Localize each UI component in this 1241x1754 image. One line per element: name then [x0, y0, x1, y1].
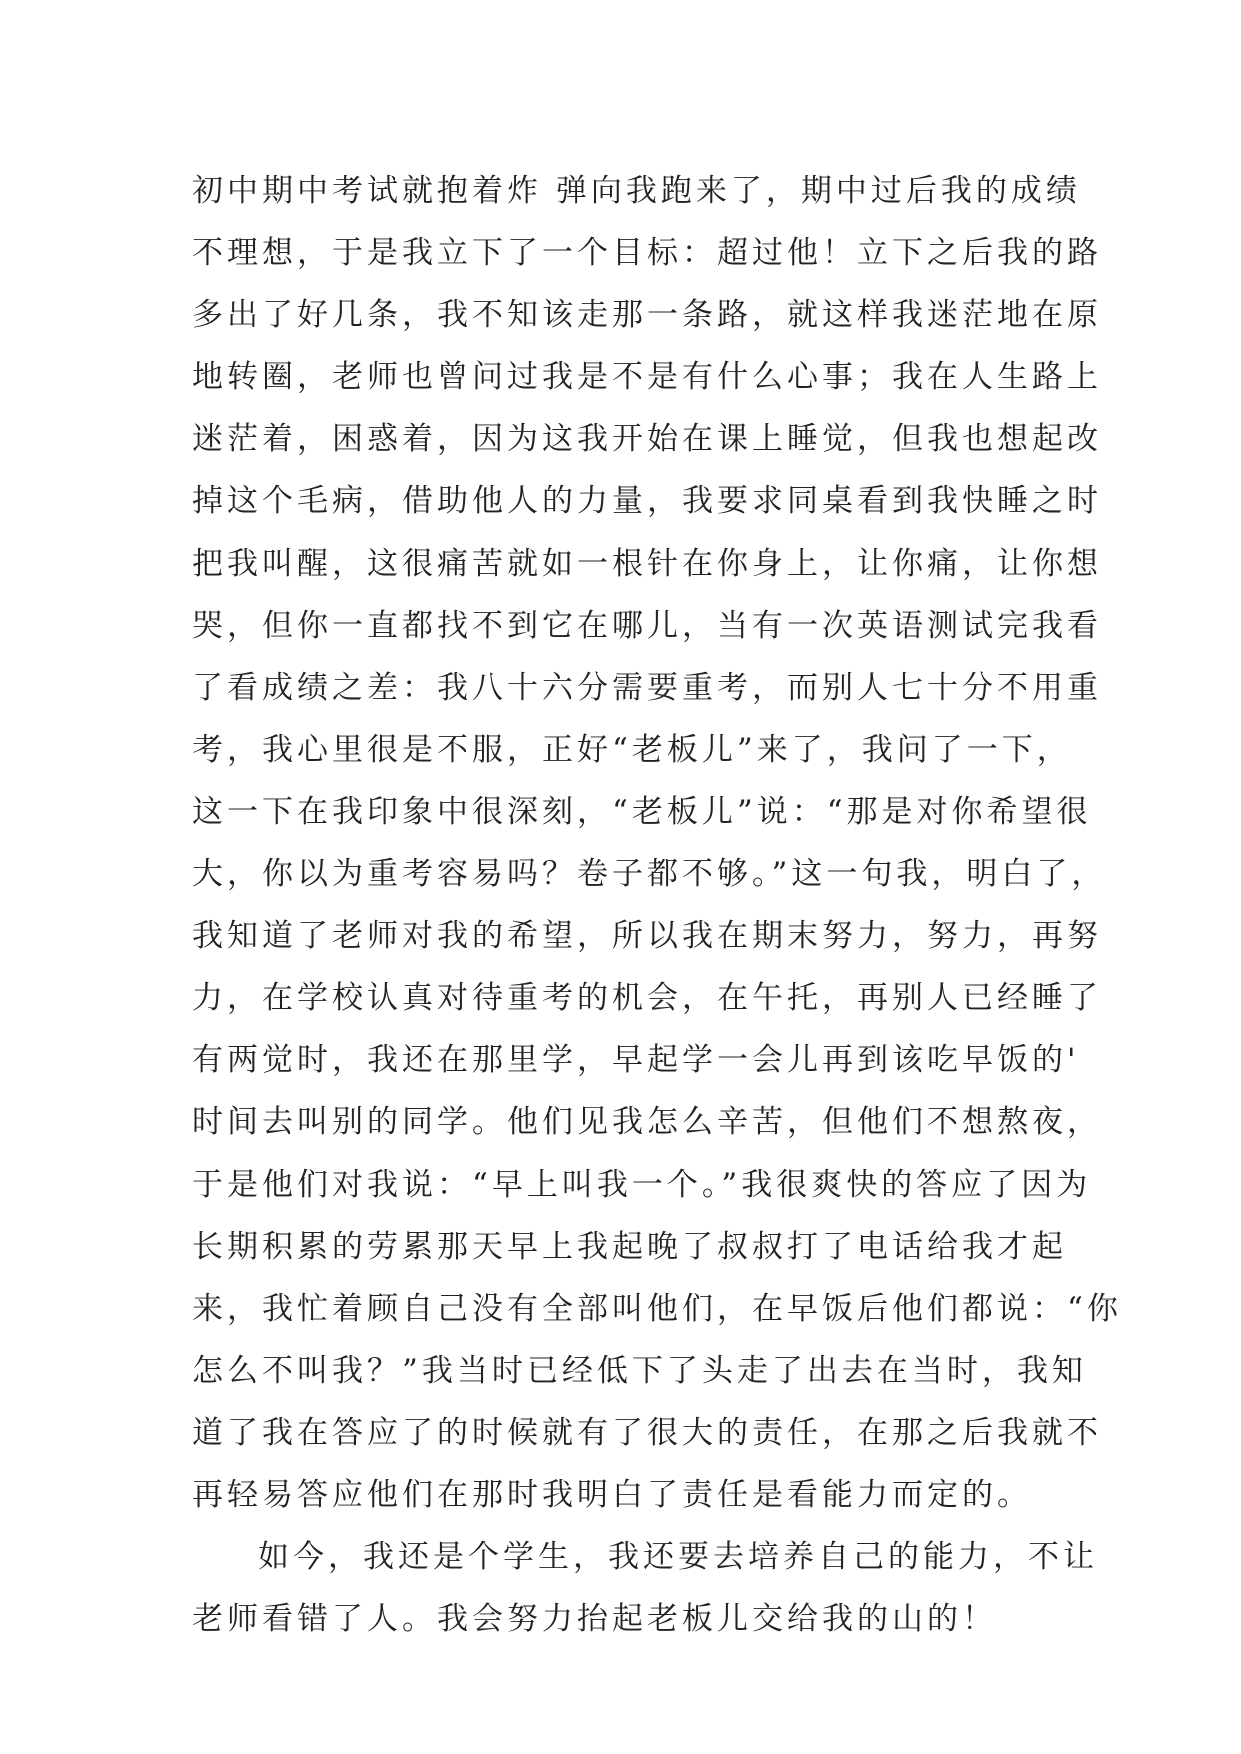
paragraph: [192, 160, 1122, 1526]
paragraph: [192, 1526, 1098, 1650]
text-line: 把我叫醒，这很痛苦就如一根针在你身上，让你痛，让你想: [192, 545, 1102, 582]
text-line: 初中期中考试就抱着炸 弹向我跑来了，期中过后我的成绩: [192, 173, 1081, 209]
text-line: 不理想，于是我立下了一个目标：超过他！立下之后我的路: [192, 235, 1102, 272]
text-line: 力，在学校认真对待重考的机会，在午托，再别人已经睡了: [192, 980, 1102, 1017]
text-line: 掉这个毛病，借助他人的力量，我要求同桌看到我快睡之时: [192, 483, 1102, 520]
text-line: 我知道了老师对我的希望，所以我在期末努力，努力，再努: [192, 918, 1102, 955]
text-line: 大，你以为重考容易吗？卷子都不够。”这一句我，明白了，: [192, 856, 1107, 893]
text-line: 考，我心里很是不服，正好“老板儿”来了，我问了一下，: [192, 731, 1072, 768]
text-line: 时间去叫别的同学。他们见我怎么辛苦，但他们不想熬夜，: [192, 1104, 1102, 1141]
text-line: 有两觉时，我还在那里学，早起学一会儿再到该吃早饭的': [192, 1042, 1080, 1079]
text-line: 长期积累的劳累那天早上我起晚了叔叔打了电话给我才起: [192, 1228, 1067, 1265]
text-line: 地转圈，老师也曾问过我是不是有什么心事；我在人生路上: [192, 359, 1102, 396]
text-line: 于是他们对我说：“早上叫我一个。”我很爽快的答应了因为: [192, 1166, 1092, 1203]
text-line: 了看成绩之差：我八十六分需要重考，而别人七十分不用重: [192, 669, 1102, 706]
text-line: 迷茫着，困惑着，因为这我开始在课上睡觉，但我也想起改: [192, 421, 1102, 458]
text-line: 这一下在我印象中很深刻，“老板儿”说：“那是对你希望很: [192, 793, 1092, 830]
text-line: 道了我在答应了的时候就有了很大的责任，在那之后我就不: [192, 1414, 1102, 1451]
text-line: 如今，我还是个学生，我还要去培养自己的能力，不让: [258, 1539, 1098, 1576]
text-line: 老师看错了人。我会努力抬起老板儿交给我的山的！: [192, 1601, 997, 1638]
text-line: 怎么不叫我？”我当时已经低下了头走了出去在当时，我知: [192, 1352, 1087, 1389]
text-line: 哭，但你一直都找不到它在哪儿，当有一次英语测试完我看: [192, 607, 1102, 644]
document-body: [192, 160, 1122, 1650]
text-line: 来，我忙着顾自己没有全部叫他们，在早饭后他们都说：“你: [192, 1290, 1122, 1327]
text-line: 再轻易答应他们在那时我明白了责任是看能力而定的。: [192, 1476, 1032, 1513]
text-line: 多出了好几条，我不知该走那一条路，就这样我迷茫地在原: [192, 297, 1102, 334]
